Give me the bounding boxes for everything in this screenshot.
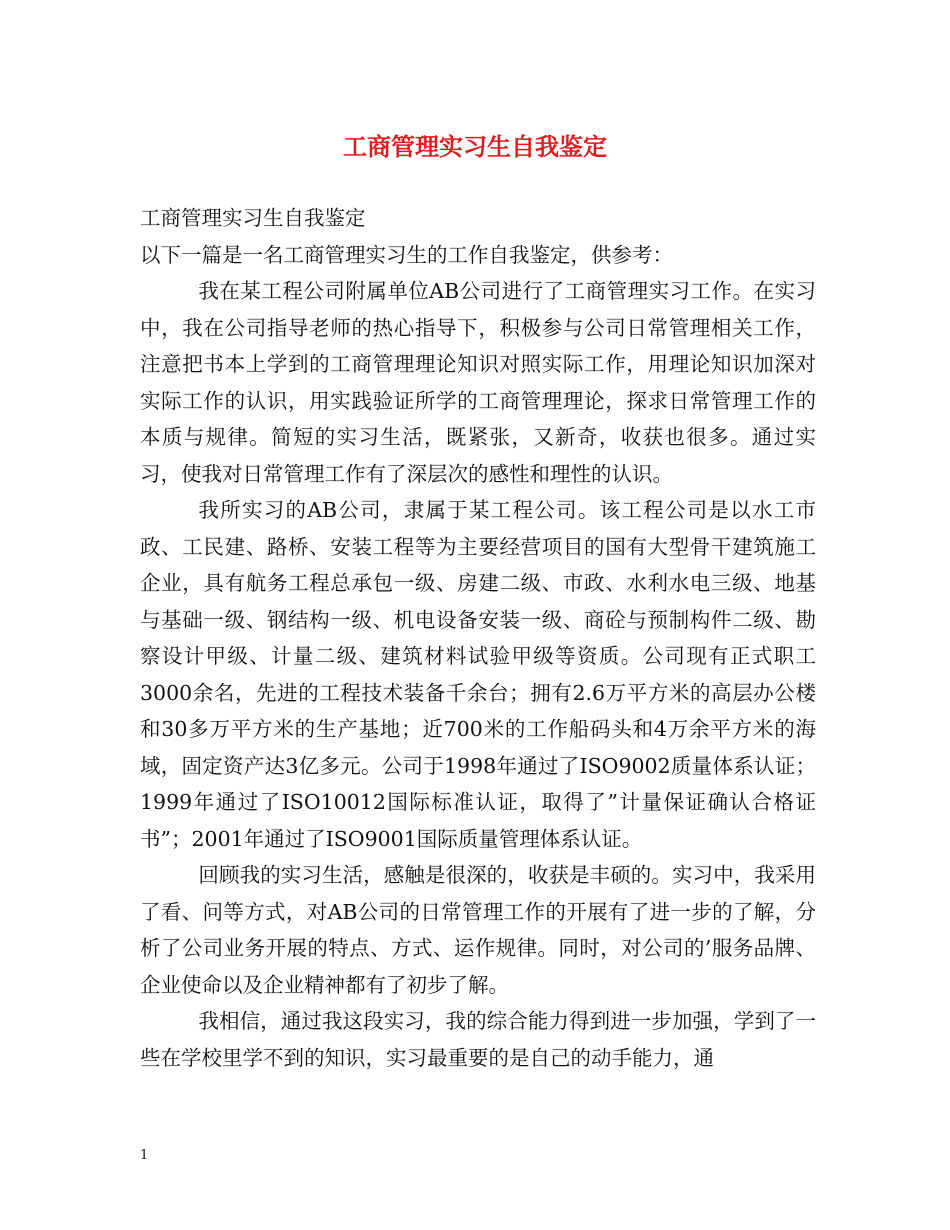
page-number: 1 [140, 1148, 149, 1163]
document-body [140, 200, 816, 1076]
paragraph-internship: 我在某工程公司附属单位AB公司进行了工商管理实习工作。在实习中，我在公司指导老师的热心指导下，积极参与公司日常管理相关工作，注意把书本上学到的工商管理理论知识对照实际工作，用理论知识加深对实际工作的认识，用实践验证所学的工商管理理论，探求日常管理工作的本质与规律。简短的实习生活，既紧张，又新奇，收获也很多。通过实习，使我对日常管理工作有了深层次的感性和理性的认识。 [140, 279, 816, 486]
body-heading: 工商管理实习生自我鉴定 [140, 206, 366, 230]
document-title: 工商管理实习生自我鉴定 [343, 132, 607, 161]
paragraph-conclusion: 我相信，通过我这段实习，我的综合能力得到进一步加强，学到了一些在学校里学不到的知识，实习最重要的是自己的动手能力，通 [140, 1009, 816, 1070]
paragraph-review: 回顾我的实习生活，感触是很深的，收获是丰硕的。实习中，我采用了看、问等方式，对AB公司的日常管理工作的开展有了进一步的了解，分析了公司业务开展的特点、方式、运作规律。同时，对公司的’服务品牌、企业使命以及企业精神都有了初步了解。 [140, 863, 816, 997]
paragraph-company: 我所实习的AB公司，隶属于某工程公司。该工程公司是以水工市政、工民建、路桥、安装工程等为主要经营项目的国有大型骨干建筑施工企业，具有航务工程总承包一级、房建二级、市政、水利水电三级、地基与基础一级、钢结构一级、机电设备安装一级、商砼与预制构件二级、勘察设计甲级、计量二级、建筑材料试验甲级等资质。公司现有正式职工3000余名，先进的工程技术装备千余台；拥有2.6万平方米的高层办公楼和30多万平方米的生产基地；近700米的工作船码头和4万余平方米的海域，固定资产达3亿多元。公司于1998年通过了ISO9002质量体系认证；1999年通过了ISO10012国际标准认证，取得了”计量保证确认合格证书”；2001年通过了ISO9001国际质量管理体系认证。 [140, 498, 816, 851]
intro-line: 以下一篇是一名工商管理实习生的工作自我鉴定，供参考： [140, 242, 673, 267]
